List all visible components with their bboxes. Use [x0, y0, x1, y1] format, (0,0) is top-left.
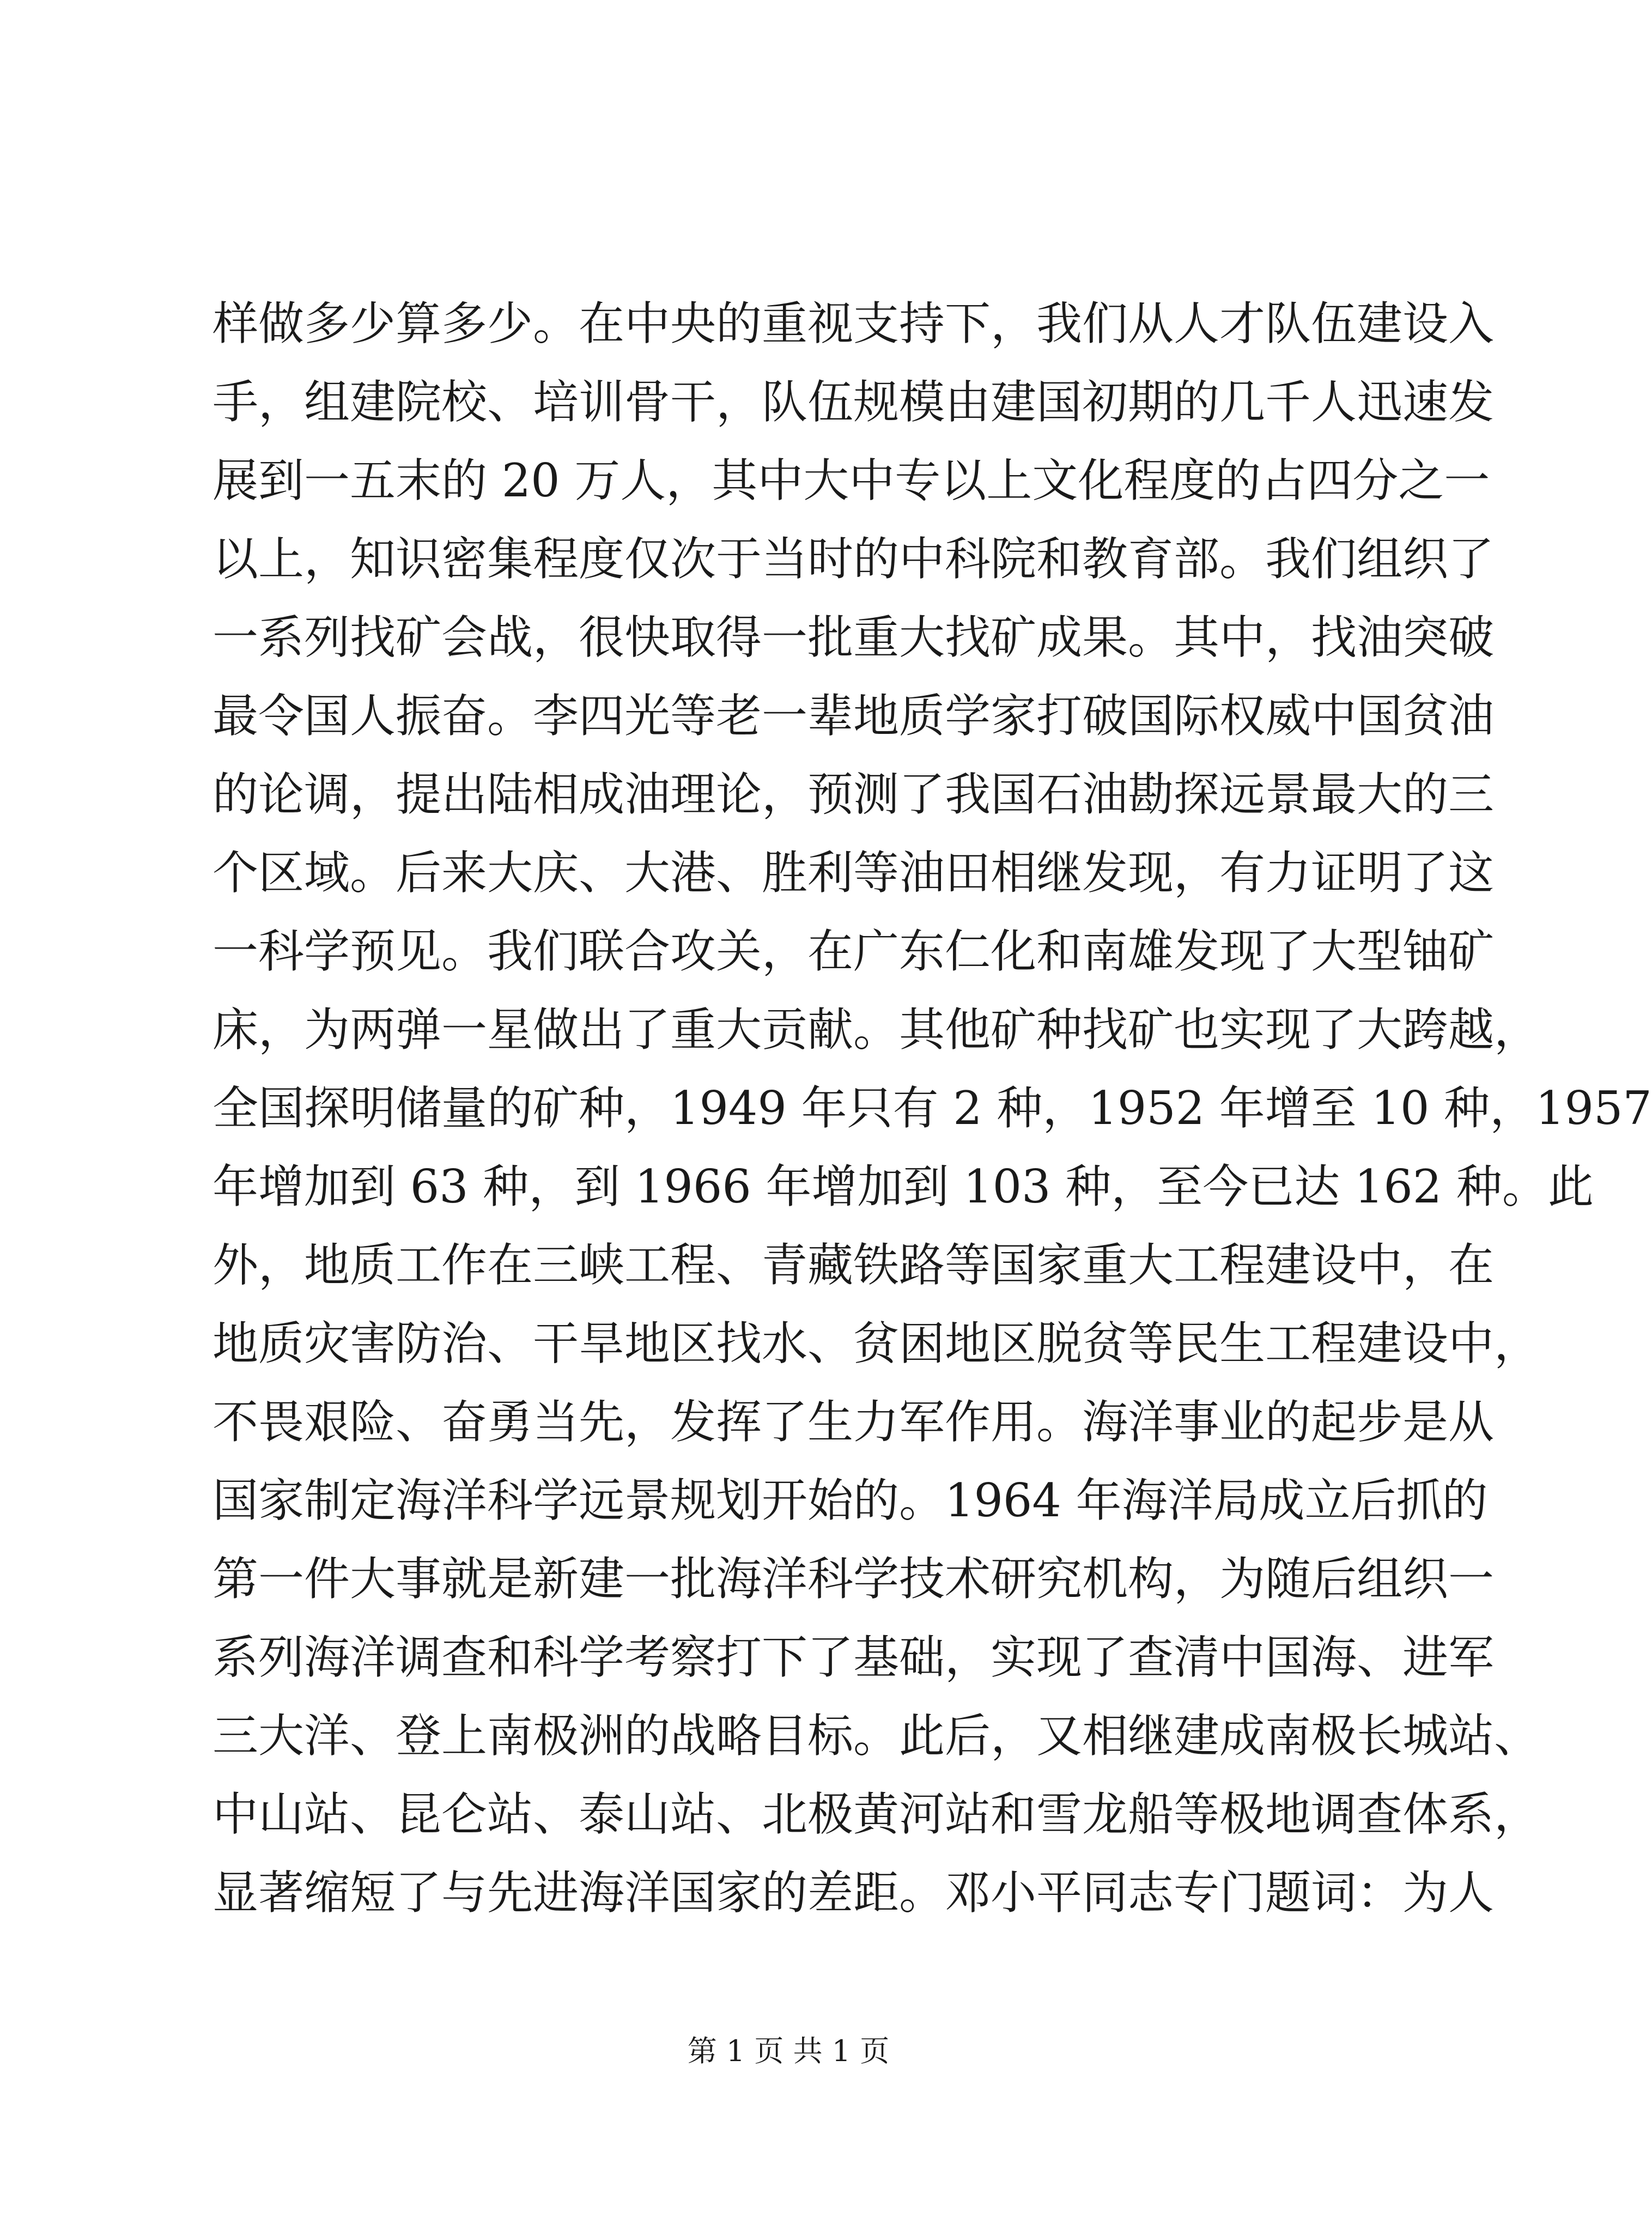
- text-line: 全国探明储量的矿种，1949 年只有 2 种，1952 年增至 10 种，1957: [212, 1081, 1652, 1135]
- text-line: 不畏艰险、奋勇当先，发挥了生力军作用。海洋事业的起步是从: [212, 1395, 1495, 1449]
- text-line: 显著缩短了与先进海洋国家的差距。邓小平同志专门题词：为人: [212, 1866, 1495, 1919]
- text-line: 展到一五末的 20 万人，其中大中专以上文化程度的占四分之一: [212, 454, 1490, 507]
- page-footer: [0, 2030, 1577, 2073]
- text-line: 以上，知识密集程度仅次于当时的中科院和教育部。我们组织了: [212, 532, 1495, 586]
- text-line: 三大洋、登上南极洲的战略目标。此后，又相继建成南极长城站、: [212, 1709, 1540, 1763]
- text-line: 一系列找矿会战，很快取得一批重大找矿成果。其中，找油突破: [212, 611, 1495, 664]
- page-number-label: 第 1 页 共 1 页: [687, 2034, 890, 2068]
- text-line: 的论调，提出陆相成油理论，预测了我国石油勘探远景最大的三: [212, 768, 1495, 821]
- text-line: 床，为两弹一星做出了重大贡献。其他矿种找矿也实现了大跨越，: [212, 1003, 1540, 1056]
- text-line: 个区域。后来大庆、大港、胜利等油田相继发现，有力证明了这: [212, 846, 1495, 900]
- text-line: 最令国人振奋。李四光等老一辈地质学家打破国际权威中国贫油: [212, 689, 1495, 743]
- text-line: 外，地质工作在三峡工程、青藏铁路等国家重大工程建设中，在: [212, 1238, 1495, 1292]
- body-paragraph: [212, 284, 1652, 1932]
- text-line: 地质灾害防治、干旱地区找水、贫困地区脱贫等民生工程建设中，: [212, 1317, 1540, 1370]
- text-line: 第一件大事就是新建一批海洋科学技术研究机构，为随后组织一: [212, 1552, 1495, 1606]
- text-line: 系列海洋调查和科学考察打下了基础，实现了查清中国海、进军: [212, 1631, 1495, 1684]
- text-line: 中山站、昆仑站、泰山站、北极黄河站和雪龙船等极地调查体系，: [212, 1788, 1540, 1841]
- text-line: 样做多少算多少。在中央的重视支持下，我们从人才队伍建设入: [212, 297, 1495, 350]
- text-line: 一科学预见。我们联合攻关，在广东仁化和南雄发现了大型铀矿: [212, 925, 1495, 978]
- text-line: 手，组建院校、培训骨干，队伍规模由建国初期的几千人迅速发: [212, 375, 1495, 429]
- text-line: 年增加到 63 种，到 1966 年增加到 103 种，至今已达 162 种。此: [212, 1160, 1594, 1213]
- text-line: 国家制定海洋科学远景规划开始的。1964 年海洋局成立后抓的: [212, 1474, 1488, 1527]
